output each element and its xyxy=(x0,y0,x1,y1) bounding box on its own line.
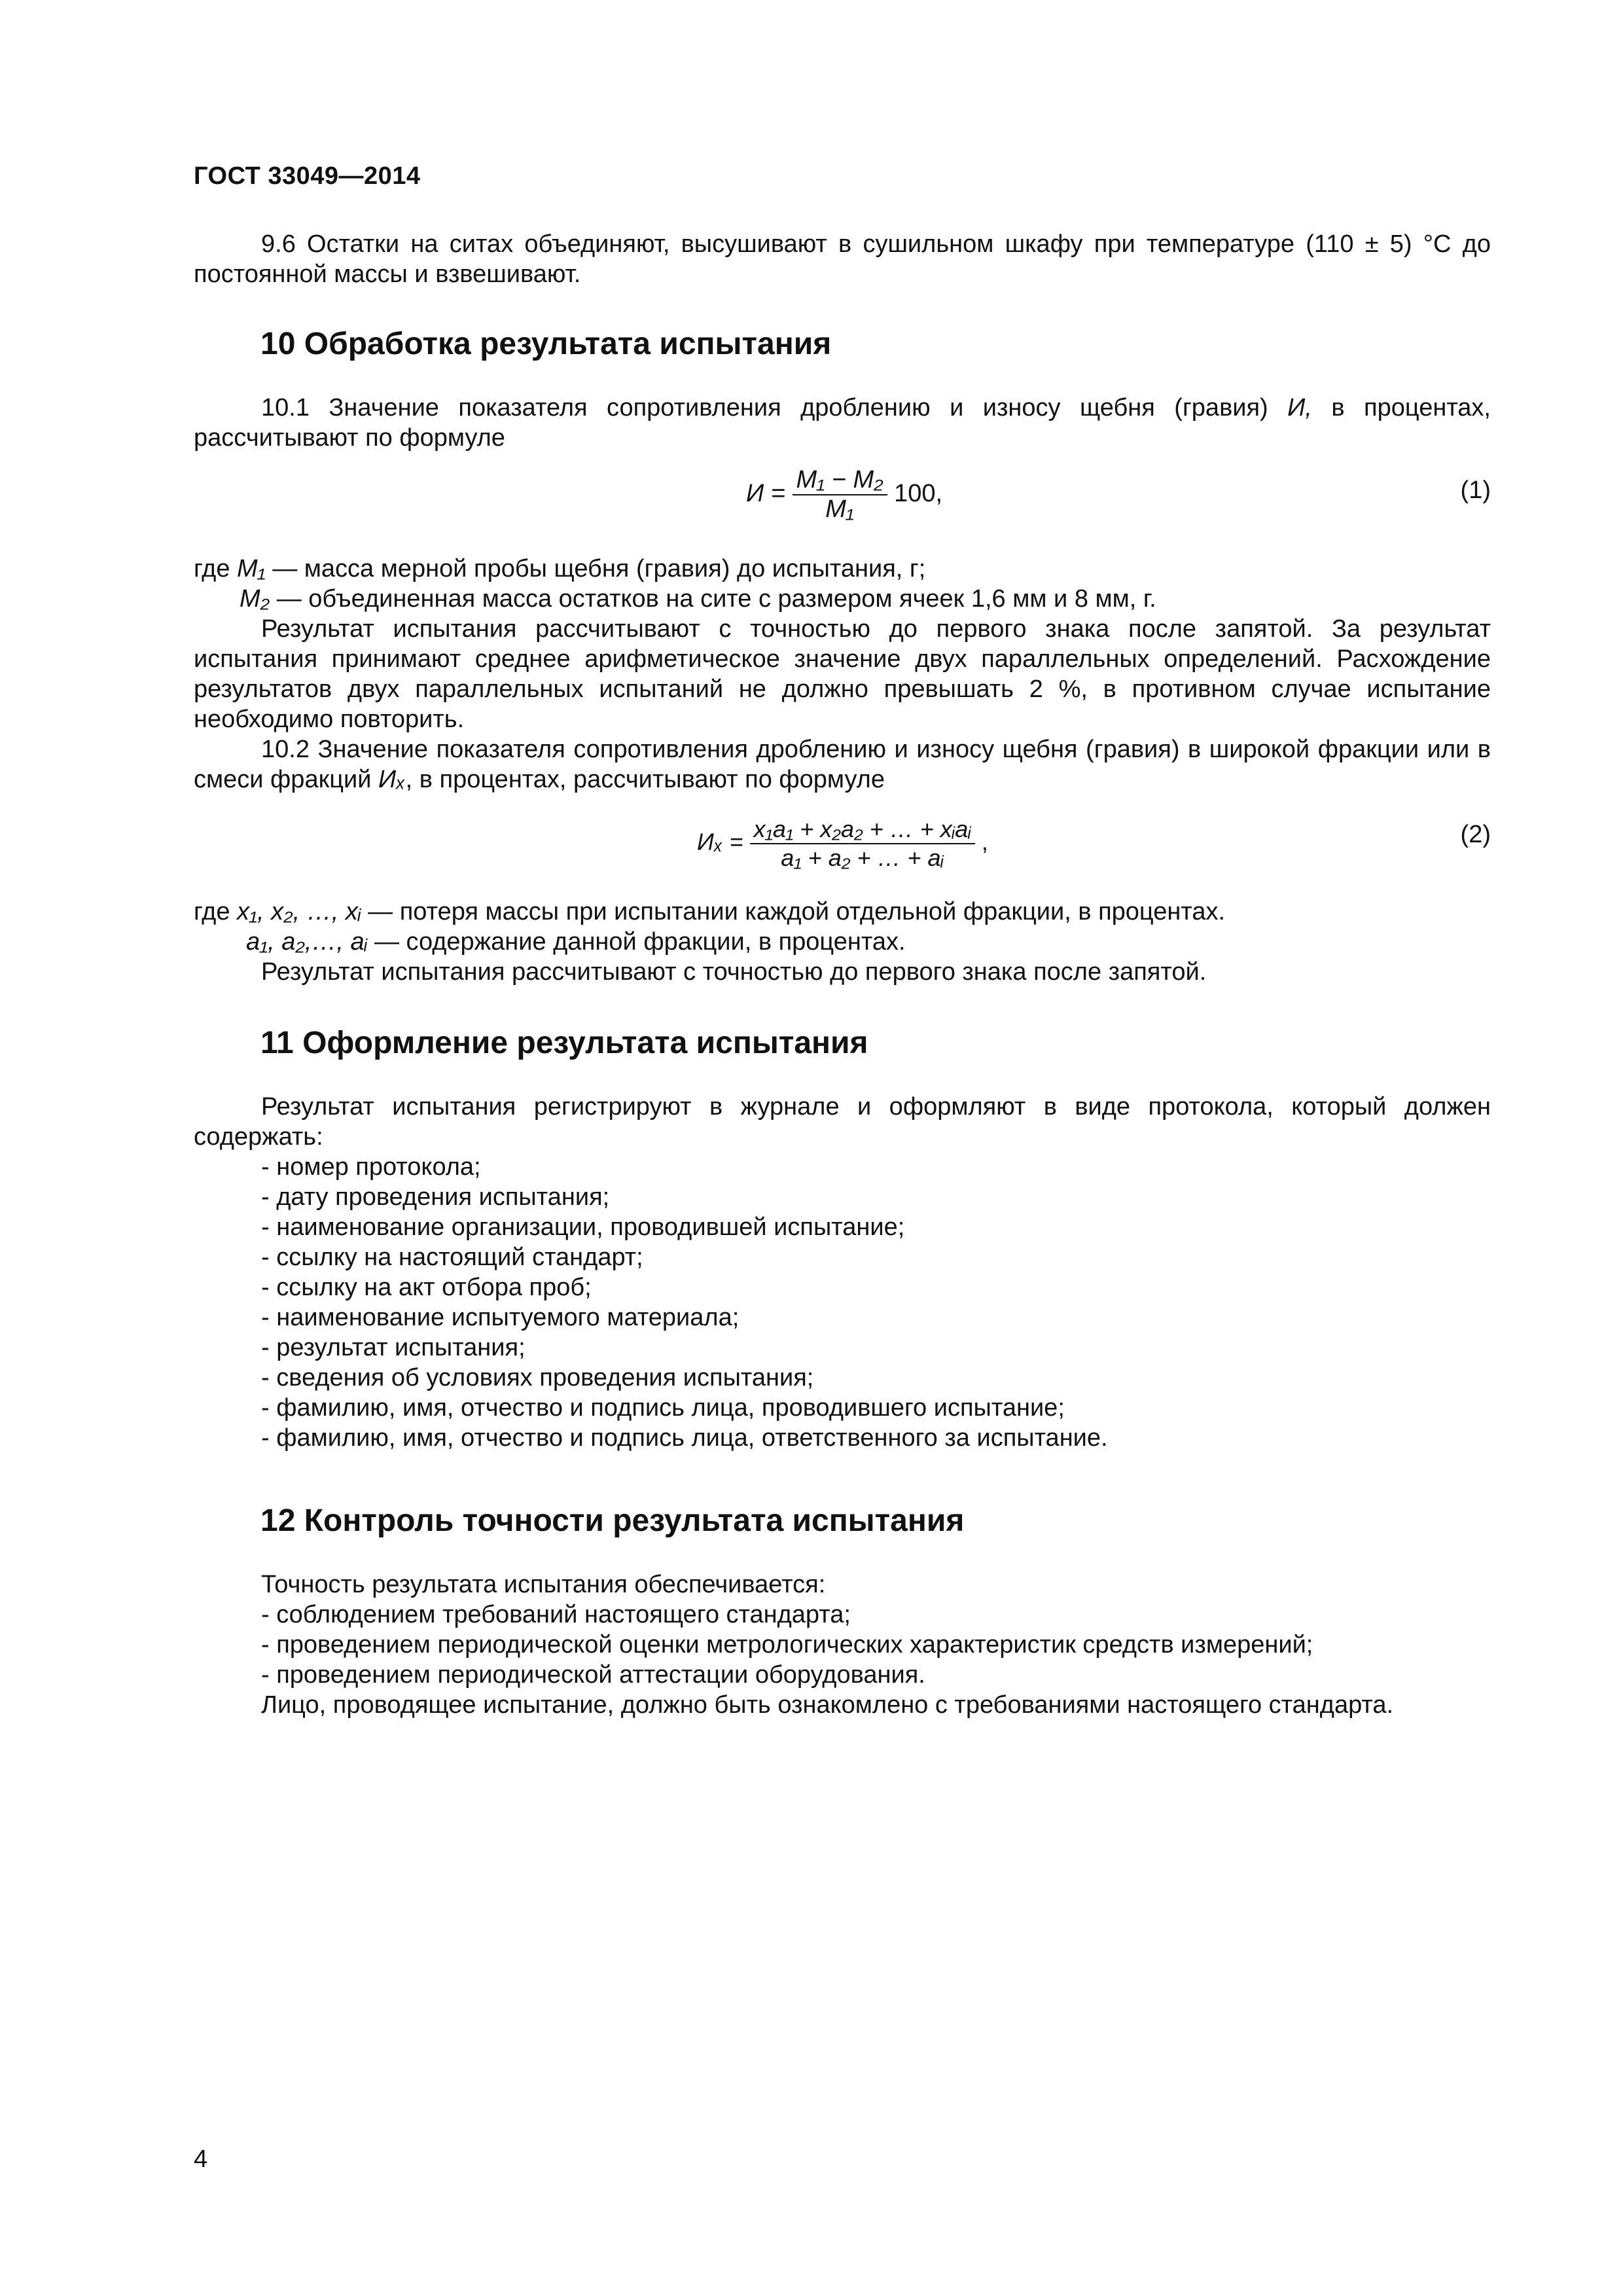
paragraph-text: в процентах, рассчитывают по формуле xyxy=(194,394,1491,452)
variable-symbol: M₂ xyxy=(240,585,270,613)
list-item: - ссылку на настоящий стандарт; xyxy=(261,1244,643,1271)
list-item: - соблюдением требований настоящего стандарта; xyxy=(261,1601,851,1628)
list-item: - номер протокола; xyxy=(261,1153,481,1181)
where-label: где xyxy=(194,555,238,583)
legend-text: — масса мерной пробы щебня (гравия) до испытания, г; xyxy=(265,555,926,583)
formula-fraction xyxy=(750,816,975,872)
paragraph-text: , в процентах, рассчитывают по формуле xyxy=(405,766,885,793)
formula-lhs: Иₓ = xyxy=(697,828,743,855)
formula-2-legend xyxy=(194,897,1491,987)
formula-fraction xyxy=(793,466,887,524)
section-12-heading: 12 Контроль точности результата испытания xyxy=(260,1503,965,1538)
section-10-heading: 10 Обработка результата испытания xyxy=(260,327,832,361)
list-item: - дату проведения испытания; xyxy=(261,1183,610,1211)
paragraph-text: Результат испытания рассчитывают с точностью до первого знака после запятой. За результат испытания принимают среднее арифметическое значение двух параллельных определений. Расхождение результатов двух параллельных испытаний не должно превышать 2 %, в противном случае испытание необходимо повторить. xyxy=(194,615,1491,733)
paragraph-text: Точность результата испытания обеспечивается: xyxy=(261,1571,826,1598)
list-item: - наименование испытуемого материала; xyxy=(261,1304,740,1331)
paragraph-text: Результат испытания регистрируют в журнале и оформляют в виде протокола, который должен содержать: xyxy=(194,1093,1491,1151)
formula-denominator: M₁ xyxy=(825,495,854,523)
paragraph-10-1 xyxy=(194,393,1491,453)
standard-header: ГОСТ 33049—2014 xyxy=(194,162,421,190)
paragraph-text: Результат испытания рассчитывают с точностью до первого знака после запятой. xyxy=(261,958,1207,986)
legend-text: — содержание данной фракции, в процентах. xyxy=(367,928,906,956)
list-item: - фамилию, имя, отчество и подпись лица, ответственного за испытание. xyxy=(261,1424,1108,1452)
variable-symbol: Иₓ xyxy=(378,766,406,793)
protocol-contents-list xyxy=(194,1152,1491,1453)
formula-numerator: x₁a₁ + x₂a₂ + … + xᵢaᵢ xyxy=(750,816,975,844)
variable-symbol: И, xyxy=(1287,394,1312,422)
list-item: - фамилию, имя, отчество и подпись лица, проводившего испытание; xyxy=(261,1394,1065,1422)
formula-number: (1) xyxy=(1460,476,1491,504)
section-12-body xyxy=(194,1570,1491,1720)
paragraph-text: 10.2 Значение показателя сопротивления дроблению и износу щебня (гравия) в широкой фракции или в смеси фракций xyxy=(194,736,1491,793)
variable-symbol: x₁, x₂, …, xᵢ xyxy=(237,898,361,925)
where-label: где xyxy=(194,898,238,925)
paragraph-text: 10.1 Значение показателя сопротивления дроблению и износу щебня (гравия) xyxy=(261,394,1288,422)
paragraph-text: Лицо, проводящее испытание, должно быть ознакомлено с требованиями настоящего стандарта. xyxy=(261,1691,1394,1719)
list-item: - проведением периодической аттестации оборудования. xyxy=(261,1661,925,1689)
formula-lhs: И = xyxy=(746,480,785,508)
formula-number: (2) xyxy=(1460,821,1491,848)
formula-tail: , xyxy=(981,828,988,855)
section-11-body xyxy=(194,1092,1491,1453)
list-item: - проведением периодической оценки метрологических характеристик средств измерений; xyxy=(261,1631,1313,1659)
formula-numerator: M₁ − M₂ xyxy=(793,466,887,495)
paragraph-9-6 xyxy=(194,229,1491,289)
list-item: - наименование организации, проводившей испытание; xyxy=(261,1213,905,1241)
formula-2 xyxy=(697,816,988,872)
variable-symbol: M₁ xyxy=(237,555,266,583)
list-item: - ссылку на акт отбора проб; xyxy=(261,1274,592,1301)
formula-denominator: a₁ + a₂ + … + aᵢ xyxy=(781,844,944,871)
legend-text: — потеря массы при испытании каждой отдельной фракции, в процентах. xyxy=(361,898,1226,925)
variable-symbol: a₁, a₂,…, aᵢ xyxy=(246,928,368,956)
formula-1-legend xyxy=(194,554,1491,795)
section-11-heading: 11 Оформление результата испытания xyxy=(260,1026,868,1060)
list-item: - сведения об условиях проведения испытания; xyxy=(261,1364,814,1391)
paragraph-text: 9.6 Остатки на ситах объединяют, высушивают в сушильном шкафу при температуре (110 ± 5) °С до постоянной массы и взвешивают. xyxy=(194,230,1491,288)
formula-1 xyxy=(746,466,942,524)
page-number: 4 xyxy=(194,2145,208,2173)
formula-tail: 100, xyxy=(894,480,943,508)
legend-text: — объединенная масса остатков на сите с размером ячеек 1,6 мм и 8 мм, г. xyxy=(270,585,1156,613)
list-item: - результат испытания; xyxy=(261,1334,526,1361)
accuracy-control-list xyxy=(194,1600,1491,1690)
